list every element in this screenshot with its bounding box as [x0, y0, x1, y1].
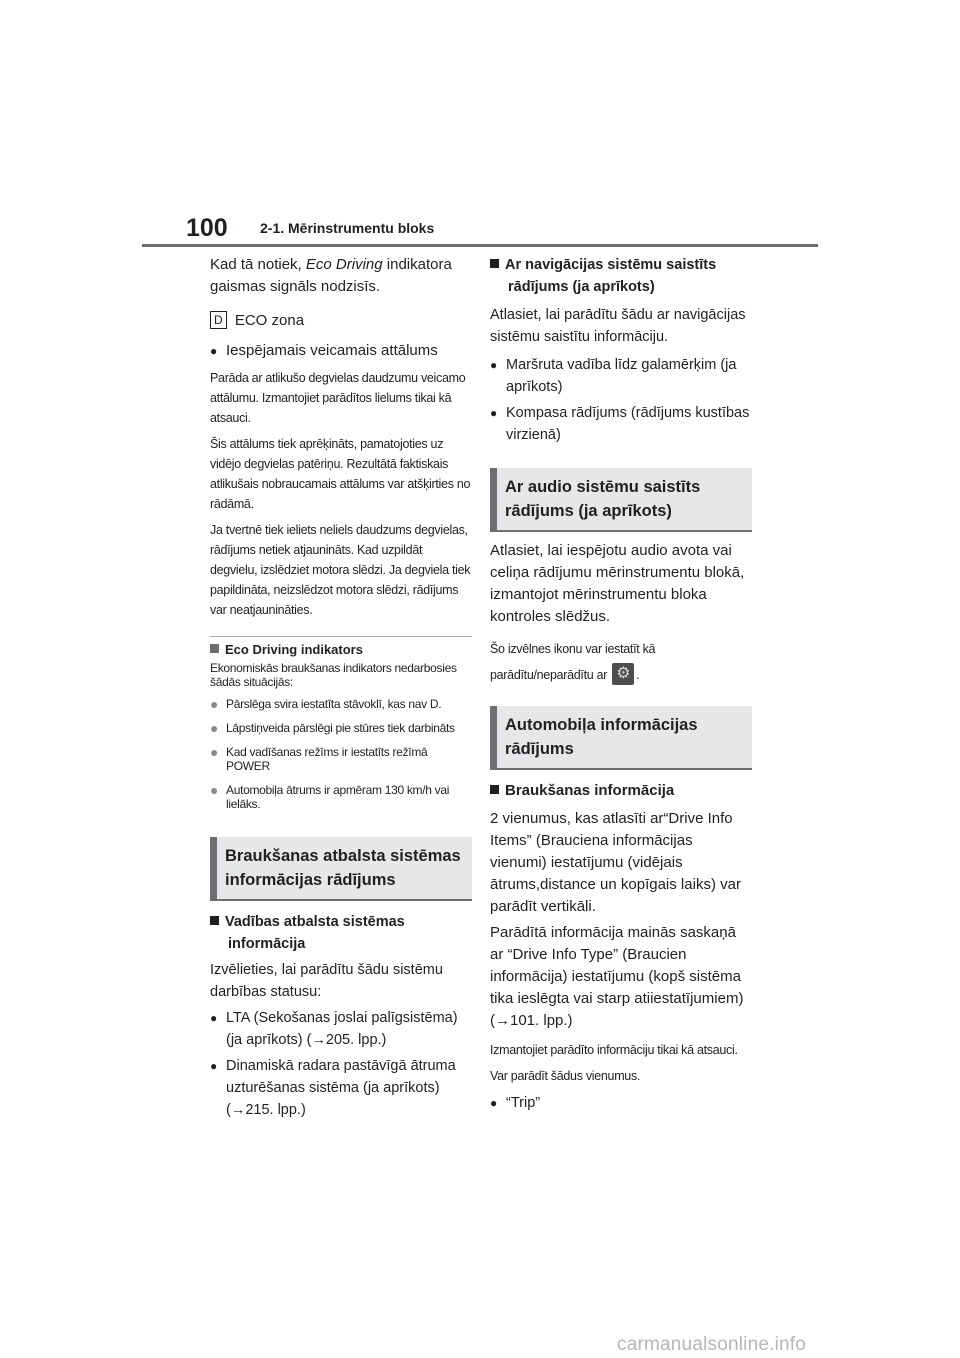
header-rule — [142, 244, 818, 247]
section-vehicle-info: Automobiļa informācijas rādījums — [490, 706, 752, 770]
assist-item: ● LTA (Sekošanas joslai palīgsistēma) (ja aprīkots) (→205. lpp.) — [210, 1007, 472, 1051]
square-icon — [210, 916, 219, 925]
bullet-icon: ● — [490, 406, 498, 420]
assist-intro: Izvēlieties, lai parādītu šādu sistēmu darbības statusu: — [210, 962, 443, 1000]
range-bullet: ● Iespējamais veicamais attālums — [210, 340, 472, 362]
gear-icon: ⚙ — [612, 663, 634, 685]
nav-item: ● Maršruta vadība līdz galamērķim (ja aprīkots) — [490, 354, 752, 398]
eco-item: ● Pārslēga svira iestatīta stāvoklī, kas nav D. — [210, 696, 442, 712]
eco-zone-item: D ECO zona — [210, 310, 472, 332]
eco-item: ● Lāpstiņveida pārslēgi pie stūres tiek darbināts — [210, 720, 455, 736]
range-note-2: Šis attālums tiek aprēķināts, pamatojoties uz vidējo degvielas patēriņu. Rezultātā faktiskais atlikušais nobraucamais attālums var atšķirties no rādāmā. — [210, 437, 471, 511]
audio-note: Šo izvēlnes ikonu var iestatīt kā parādītu/neparādītu ar ⚙ . — [490, 636, 752, 688]
section-audio: Ar audio sistēmu saistīts rādījums (ja aprīkots) — [490, 468, 752, 532]
assist-item: ● Dinamiskā radara pastāvīgā ātruma uzturēšanas sistēma (ja aprīkots) (→215. lpp.) — [210, 1055, 472, 1121]
bullet-icon: ● — [210, 344, 218, 358]
drive-info-title: Braukšanas informācija — [490, 780, 752, 802]
bullet-icon: ● — [210, 782, 219, 798]
divider — [210, 636, 472, 637]
right-column — [490, 254, 752, 1114]
eco-item: ● Automobiļa ātrums ir apmēram 130 km/h vai lielāks. — [210, 782, 450, 811]
eco-indicator-title: Eco Driving indikators — [210, 641, 472, 659]
drive-note-1: Izmantojiet parādīto informāciju tikai kā atsauci. — [490, 1043, 738, 1057]
bullet-icon: ● — [210, 1059, 218, 1073]
drive-note-2: Var parādīt šādus vienumus. — [490, 1069, 641, 1083]
square-icon — [490, 259, 499, 268]
drive-info-p1: 2 vienumus, kas atlasīti ar“Drive Info Items” (Brauciena informācijas vienumi) iestatījumu (vidējais ātrums,distance un kopīgais laiks) var parādīt vertikāli. — [490, 810, 741, 915]
eco-item: ● Kad vadīšanas režīms ir iestatīts režīmā POWER — [210, 744, 428, 773]
watermark: carmanualsonline.info — [617, 1334, 807, 1355]
eco-indicator-intro: Ekonomiskās braukšanas indikators nedarbosies šādās situācijās: — [210, 661, 457, 689]
square-icon — [210, 644, 219, 653]
audio-text: Atlasiet, lai iespējotu audio avota vai celiņa rādījumu mērinstrumentu blokā, izmantojot mērinstrumentu bloka kontroles slēdžus. — [490, 542, 745, 625]
bullet-icon: ● — [210, 744, 219, 760]
range-note-3: Ja tvertnē tiek ieliets neliels daudzums degvielas, rādījums netiek atjaunināts. Kad uzpildāt degvielu, izslēdziet motora slēdzi. Ja degviela tiek papildināta, neizslēdzot motora slēdzi, rādījums var neatjaunināties. — [210, 523, 471, 617]
nav-title: Ar navigācijas sistēmu saistīts rādījums (ja aprīkots) — [490, 254, 752, 298]
drive-info-p2: Parādītā informācija mainās saskaņā ar “Drive Info Type” (Braucien informācija) iestatījumu (kopš sistēma tika ieslēgta vai starp atiiestatījumiem) (→101. lpp.) — [490, 924, 744, 1029]
nav-intro: Atlasiet, lai parādītu šādu ar navigācijas sistēmu saistītu informāciju. — [490, 307, 746, 345]
intro-paragraph: Kad tā notiek, Eco Driving indikatora gaismas signāls nodzisīs. — [210, 256, 452, 295]
bullet-icon: ● — [210, 720, 219, 736]
bullet-icon: ● — [210, 696, 219, 712]
eco-driving-term: Eco Driving — [305, 256, 383, 273]
nav-item: ● Kompasa rādījums (rādījums kustības virzienā) — [490, 402, 752, 446]
section-driving-assist: Braukšanas atbalsta sistēmas informācijas rādījums — [210, 837, 472, 901]
square-icon — [490, 785, 499, 794]
bullet-icon: ● — [210, 1011, 218, 1025]
range-note-1: Parāda ar atlikušo degvielas daudzumu veicamo attālumu. Izmantojiet parādītos lielums tikai kā atsauci. — [210, 371, 466, 425]
page-number: 100 — [186, 214, 228, 242]
left-column — [210, 254, 472, 1121]
bullet-icon: ● — [490, 358, 498, 372]
assist-title: Vadības atbalsta sistēmas informācija — [210, 911, 472, 955]
label-d: D — [210, 311, 227, 329]
section-header: 2-1. Mērinstrumentu bloks — [260, 220, 435, 236]
drive-item: ● “Trip” — [490, 1092, 752, 1114]
bullet-icon: ● — [490, 1096, 498, 1110]
